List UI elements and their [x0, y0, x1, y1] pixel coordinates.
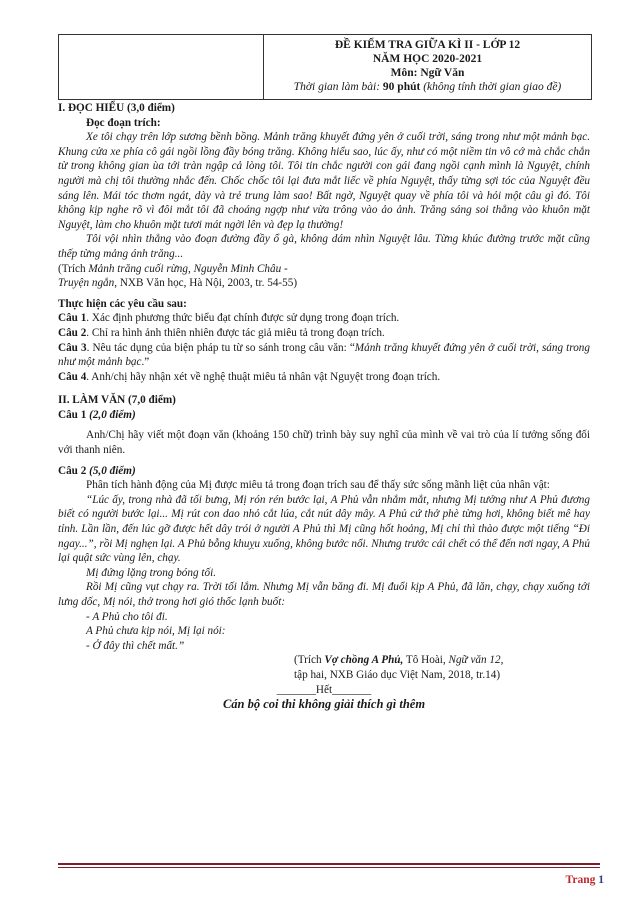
tasks-heading: Thực hiện các yêu cầu sau:	[58, 297, 187, 310]
question-4: Câu 4. Anh/chị hãy nhận xét về nghệ thuật miêu tả nhân vật Nguyệt trong đoạn trích.	[58, 370, 441, 383]
passage-paragraph-2: Tôi vội nhìn thẳng vào đoạn đường đầy ổ gà, không dám nhìn Nguyệt lâu. Từng khúc đường trước mặt cũng thếp từng mảng ánh trăng...	[58, 233, 590, 260]
quote-paragraph-4: - A Phủ cho tôi đi.	[86, 610, 168, 623]
quote-paragraph-6: - Ở đây thì chết mất.”	[86, 639, 185, 652]
footer-rule-thick	[58, 863, 600, 865]
essay-1-prompt: Anh/Chị hãy viết một đoạn văn (khoảng 150 chữ) trình bày suy nghĩ của mình về vai trò của lí tưởng sống đối với thanh niên.	[58, 429, 590, 457]
part1-title: I. ĐỌC HIỂU (3,0 điểm)	[58, 102, 175, 114]
exam-title: ĐỀ KIỂM TRA GIỮA KÌ II - LỚP 12	[334, 39, 521, 51]
passage-paragraph-1: Xe tôi chạy trên lớp sương bềnh bồng. Mảnh trăng khuyết đứng yên ở cuối trời, sáng trong như một mảnh bạc. Khung cửa xe phía cô gái ngồi lồng đầy bóng trăng. Không hiểu sao, lúc ấy, như có một niềm tin vô cớ mà chắc chắn từ trong không gian ùa tới tràn ngập cả lòng tôi. Tôi tin chắc người con gái đang ngồi cạnh mình là Nguyệt, chính người mà chị tôi thường nhắc đến. Chốc chốc tôi lại đưa mắt liếc về phía Nguyệt, thấy từng sợi tóc của Nguyệt đều sáng lên. Mái tóc thơm ngát, dày và trẻ trung làm sao! Bất ngờ, Nguyệt quay về phía tôi và hỏi một câu gì đó. Tôi không kịp nghe rõ vì đôi mắt tôi đã choáng ngợp như vừa trông vào ảo ảnh. Trăng sáng soi thẳng vào khuôn mặt Nguyệt, làm cho khuôn mặt tươi mát ngời lên và đẹp lạ thường!	[58, 131, 590, 231]
subject: Môn: Ngữ Văn	[390, 67, 465, 79]
end-mark: _______Hết_______	[276, 683, 372, 696]
quote-paragraph-3: Rồi Mị cũng vụt chạy ra. Trời tối lắm. Nhưng Mị vẫn băng đi. Mị đuổi kịp A Phủ, đã lăn, chạy, chạy xuống tới lưng dốc, Mị nói, thở trong hơi gió thốc lạnh buốt:	[58, 581, 590, 608]
essay-2-heading: Câu 2 (5,0 điểm)	[58, 464, 136, 477]
quote-source: (Trích Vợ chồng A Phủ, Tô Hoài, Ngữ văn 12, tập hai, NXB Giáo dục Việt Nam, 2018, tr.14)	[294, 654, 504, 681]
exam-duration: Thời gian làm bài: 90 phút (không tính thời gian giao đề)	[293, 81, 562, 93]
part1-subtitle: Đọc đoạn trích:	[86, 116, 161, 129]
header-left-cell	[59, 35, 264, 99]
exam-header	[58, 34, 592, 100]
exam-content	[58, 101, 590, 712]
page-number: Trang 1	[565, 874, 604, 886]
passage-source: (Trích Mảnh trăng cuối rừng, Nguyễn Minh Châu - Truyện ngắn, NXB Văn học, Hà Nội, 2003, tr. 54-55)	[58, 262, 298, 290]
question-1: Câu 1. Xác định phương thức biểu đạt chính được sử dụng trong đoạn trích.	[58, 312, 400, 325]
question-2: Câu 2. Chỉ ra hình ảnh thiên nhiên được tác giả miêu tả trong đoạn trích.	[58, 326, 385, 339]
proctor-note: Cán bộ coi thi không giải thích gì thêm	[222, 697, 426, 712]
part2-title: II. LÀM VĂN (7,0 điểm)	[58, 394, 176, 407]
quote-paragraph-1: “Lúc ấy, trong nhà đã tối bưng, Mị rón rén bước lại, A Phủ vẫn nhắm mắt, nhưng Mị tưởng như A Phủ đương biết có người bước lại... Mị rút con dao nhỏ cắt lúa, cắt nút dây mây. A Phủ cứ thở phè từng hơi, không biết mê hay tỉnh. Lần lần, đến lúc gỡ được hết dây trói ở người A Phủ thì Mị cũng hốt hoảng, Mị chỉ thì thào được một tiếng “Đi ngay...”, rồi Mị nghẹn lại. A Phủ bỗng khuỵu xuống, không bước nổi. Nhưng trước cái chết có thể đến nơi ngay, A Phủ lại quật sức vùng lên, chạy.	[58, 493, 590, 565]
essay-1-heading: Câu 1 (2,0 điểm)	[58, 408, 136, 421]
footer-rule-thin	[58, 867, 600, 868]
header-right-cell	[264, 35, 591, 99]
quote-paragraph-2: Mị đứng lặng trong bóng tối.	[86, 566, 216, 579]
question-3: Câu 3. Nêu tác dụng của biện pháp tu từ so sánh trong câu văn: “Mảnh trăng khuyết đứng yên ở cuối trời, sáng trong như một mảnh bạc.”	[58, 341, 590, 369]
essay-2-prompt: Phân tích hành động của Mị được miêu tả trong đoạn trích sau để thấy sức sống mãnh liệt của nhân vật:	[86, 479, 550, 492]
school-year: NĂM HỌC 2020-2021	[372, 53, 483, 65]
quote-paragraph-5: A Phủ chưa kịp nói, Mị lại nói:	[86, 625, 226, 638]
